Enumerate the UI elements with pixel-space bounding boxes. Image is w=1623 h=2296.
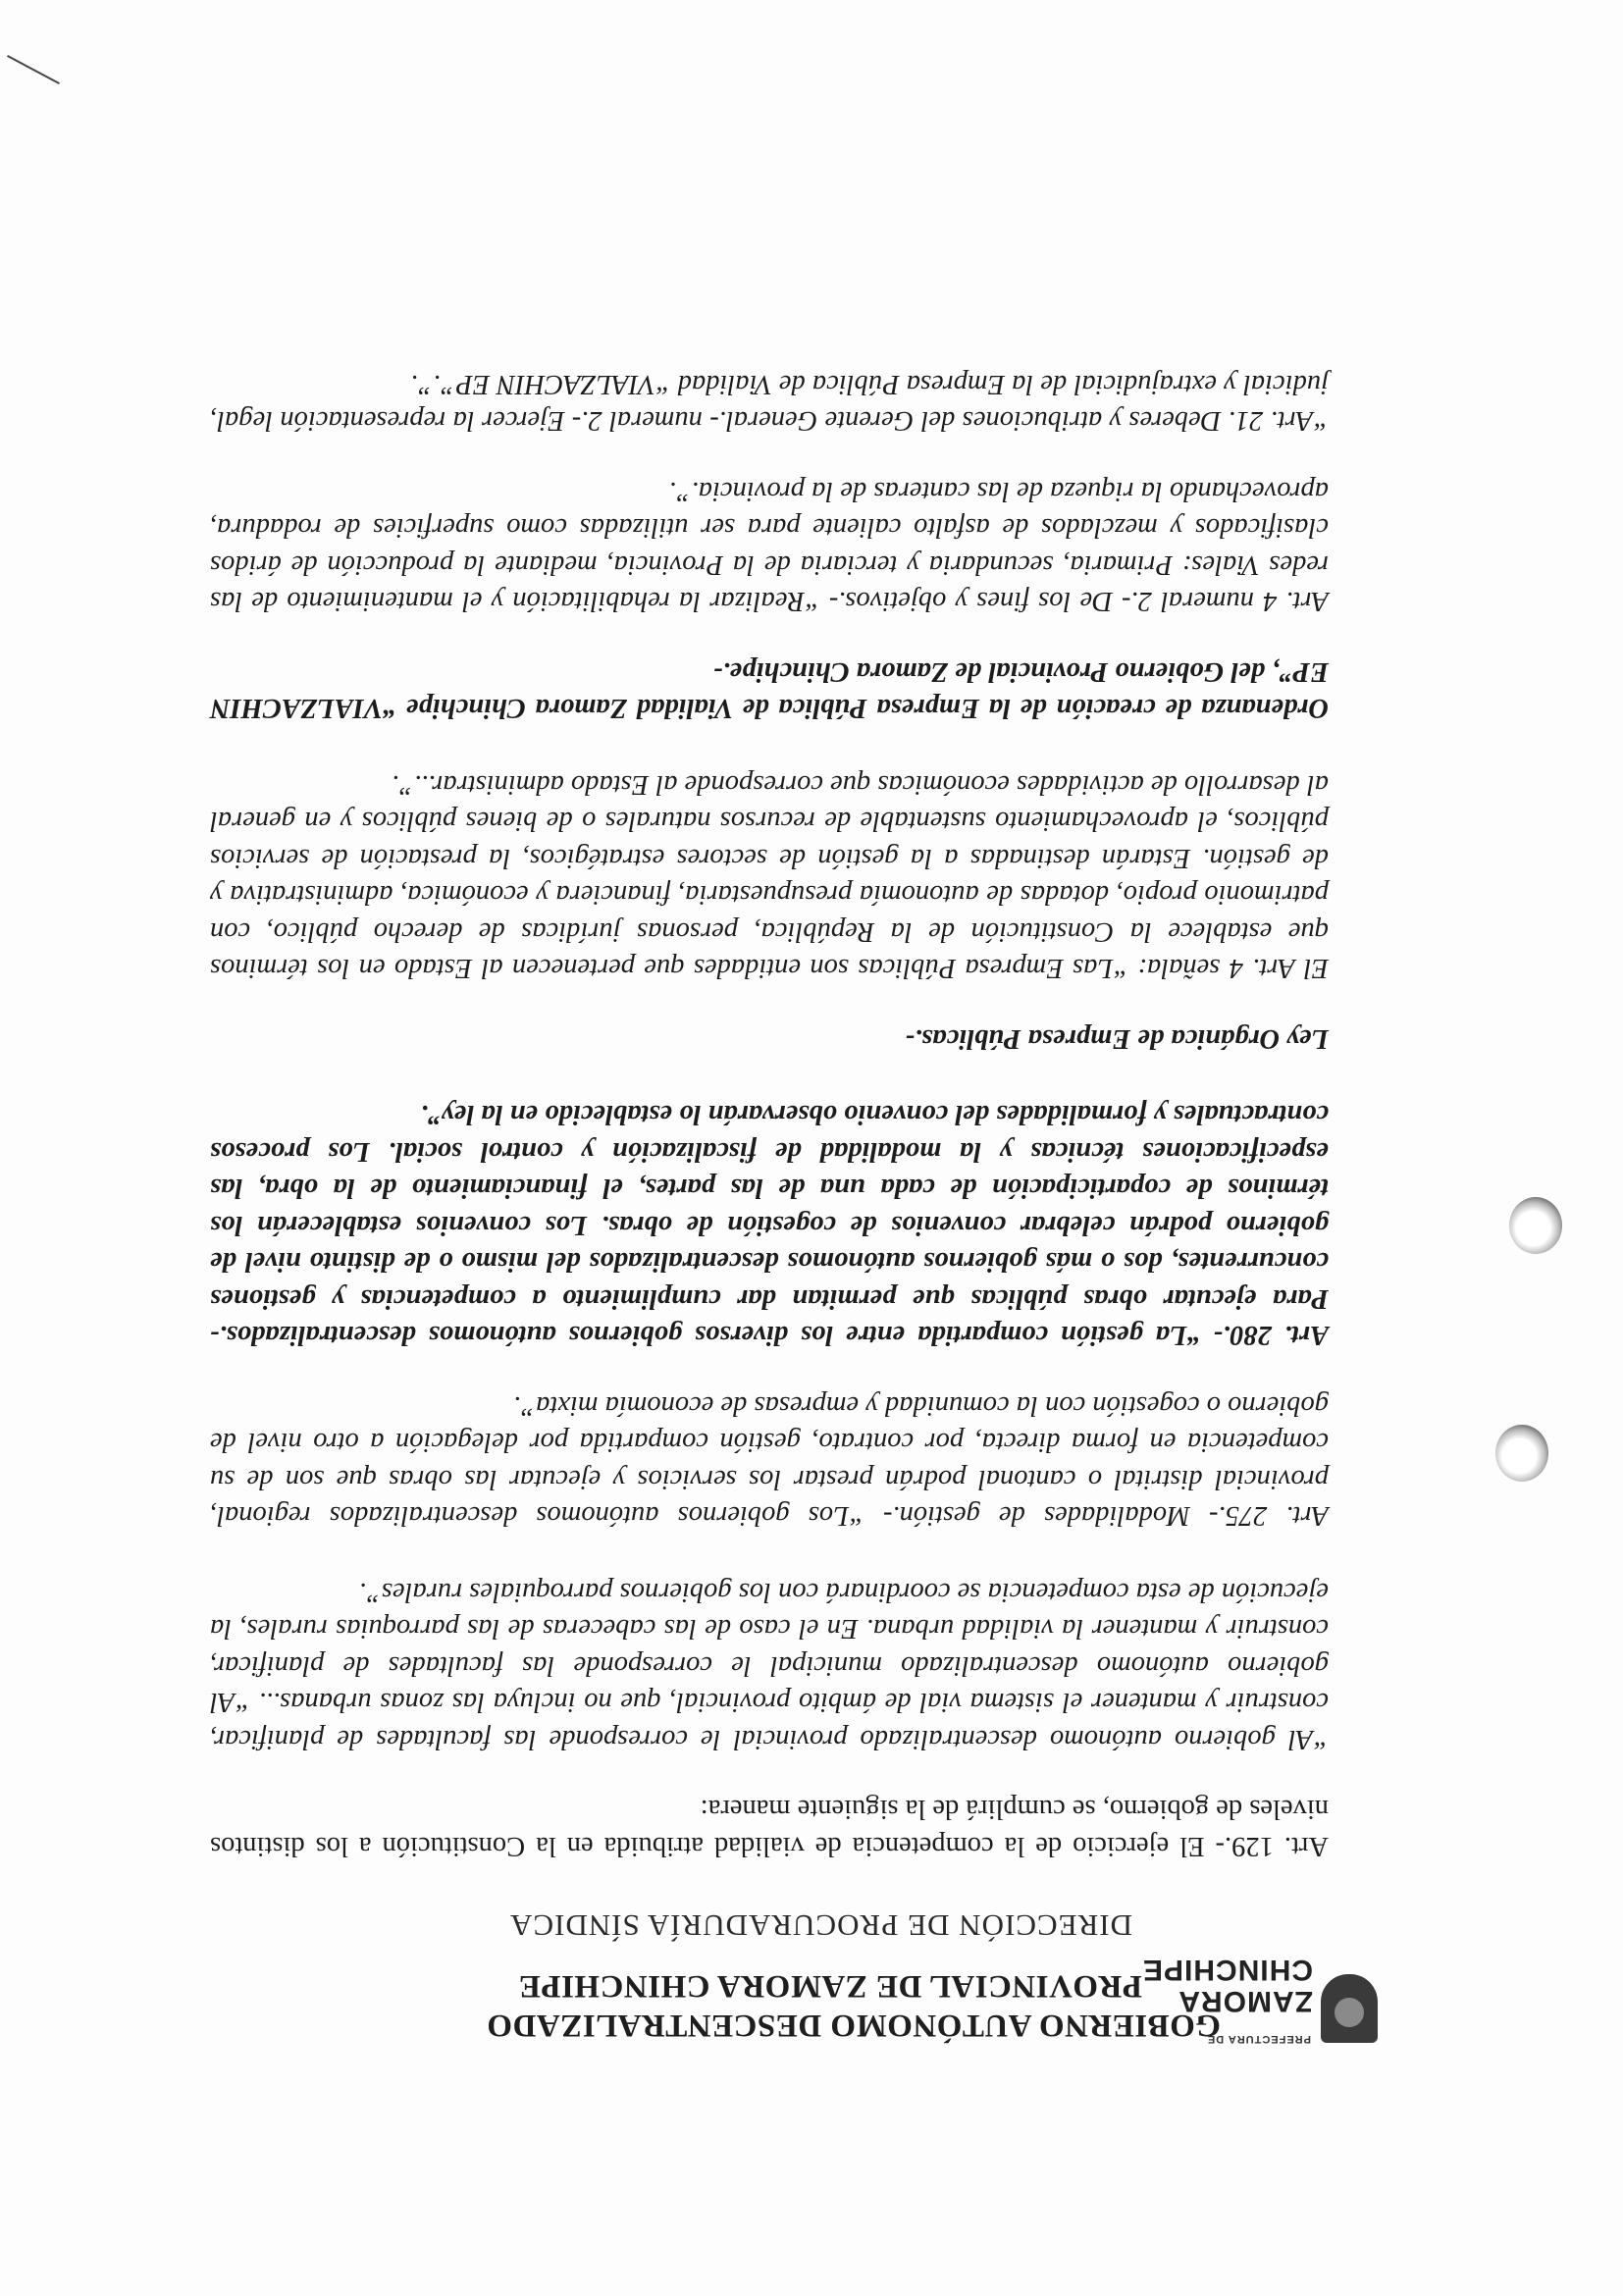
paragraph-art129-quote: “Al gobierno autónomo descentralizado provincial le corresponde las facultades de planificar, construir y mantener el sistema vial de ámbito provincial, que no incluya las zonas urbanas... “Al gobierno autónomo descentralizado municipal le corresponde las facultades de planificar, construir y mantener la vialidad urbana. En el caso de las cabeceras de las parroquias rurales, la ejecución de esta competencia se coordinará con los gobiernos parroquiales rurales”. xyxy=(210,1577,1329,1754)
document-body xyxy=(210,366,1329,1865)
paragraph-art280: Art. 280.- “La gestión compartida entre los diversos gobiernos autónomos descentralizados.- Para ejecutar obras públicas que permitan dar cumplimiento a competencias y gestiones concurrentes, dos o más gobiernos autónomos descentralizados del mismo o de distinto nivel de gobierno podrán celebrar convenios de cogestión de obras. Los convenios establecerán los términos de coparticipación de cada una de las partes, el financiamiento de la obra, las especificaciones técnicas y la modalidad de fiscalización y control social. Los procesos contractuales y formalidades del convenio observarán lo establecido en la ley”. xyxy=(210,1099,1329,1351)
paragraph-art4-numeral2: Art. 4 numeral 2.- De los fines y objetivos.- “Realizar la rehabilitación y el mantenimiento de las redes Viales: Primaria, secundaria y terciaria de la Provincia, mediante la producción de áridos clasificados y mezclados de asfalto caliente para ser utilizadas como superficies de rodadura, aprovechando la riqueza de las canteras de la provincia.”. xyxy=(210,476,1329,617)
department-name: DIRECCIÓN DE PROCURADURÍA SÍNDICA xyxy=(509,1908,1132,1943)
logo-zamora-text: ZAMORA xyxy=(1178,1985,1313,2017)
letterhead xyxy=(200,1879,1378,2051)
section-heading-ley-organica: Ley Orgánica de Empresa Públicas.- xyxy=(905,1023,1329,1054)
prefectura-emblem-icon xyxy=(1321,1974,1378,2043)
paragraph-art129-intro: Art. 129.- El ejercicio de la competencia de vialidad atribuida en la Constitución a los distintos niveles de gobierno, se cumplirá de la siguiente manera: xyxy=(210,1794,1329,1861)
section-heading-ordenanza: Ordenanza de creación de la Empresa Pública de Vialidad Zamora Chinchipe “VIALZACHIN EP”, del Gobierno Provincial de Zamora Chinchipe.- xyxy=(210,656,1329,724)
institution-title: GOBIERNO AUTÓNOMO DESCENTRALIZADO xyxy=(486,2008,1221,2043)
logo-chinchipe-text: CHINCHIPE xyxy=(1141,1954,1313,1986)
paragraph-art4: El Art. 4 señala: “Las Empresa Públicas son entidades que pertenecen al Estado en los términos que establece la Constitución de la República, personas jurídicas de derecho público, con patrimonio propio, dotadas de autonomía presupuestaria, financiera y económica, administrativa y de gestión. Estarán destinadas a la gestión de sectores estratégicos, la prestación de servicios públicos, el aprovechamiento sustentable de recursos naturales o de bienes públicos y en general al desarrollo de actividades económicas que corresponde al Estado administrar...”. xyxy=(210,769,1329,984)
page-fold-mark xyxy=(7,55,60,84)
punch-hole-icon xyxy=(1509,1197,1562,1254)
logo-caption: PREFECTURA DE xyxy=(1206,2033,1311,2045)
institution-subtitle: PROVINCIAL DE ZAMORA CHINCHIPE xyxy=(518,1968,1142,2004)
paragraph-art275: Art. 275.- Modalidades de gestión.- “Los gobiernos autónomos descentralizados regional, provincial distrital o cantonal podrán prestar los servicios y ejecutar las obras que son de su competencia en forma directa, por contrato, gestión compartida por delegación a otro nivel de gobierno o cogestión con la comunidad y empresas de economía mixta”. xyxy=(210,1390,1329,1532)
punch-hole-icon xyxy=(1495,1425,1548,1482)
paragraph-art21: “Art. 21. Deberes y atribuciones del Gerente General.- numeral 2.- Ejercer la representación legal, judicial y extrajudicial de la Empresa Pública de Vialidad “VIALZACHIN EP”.”. xyxy=(210,369,1329,437)
